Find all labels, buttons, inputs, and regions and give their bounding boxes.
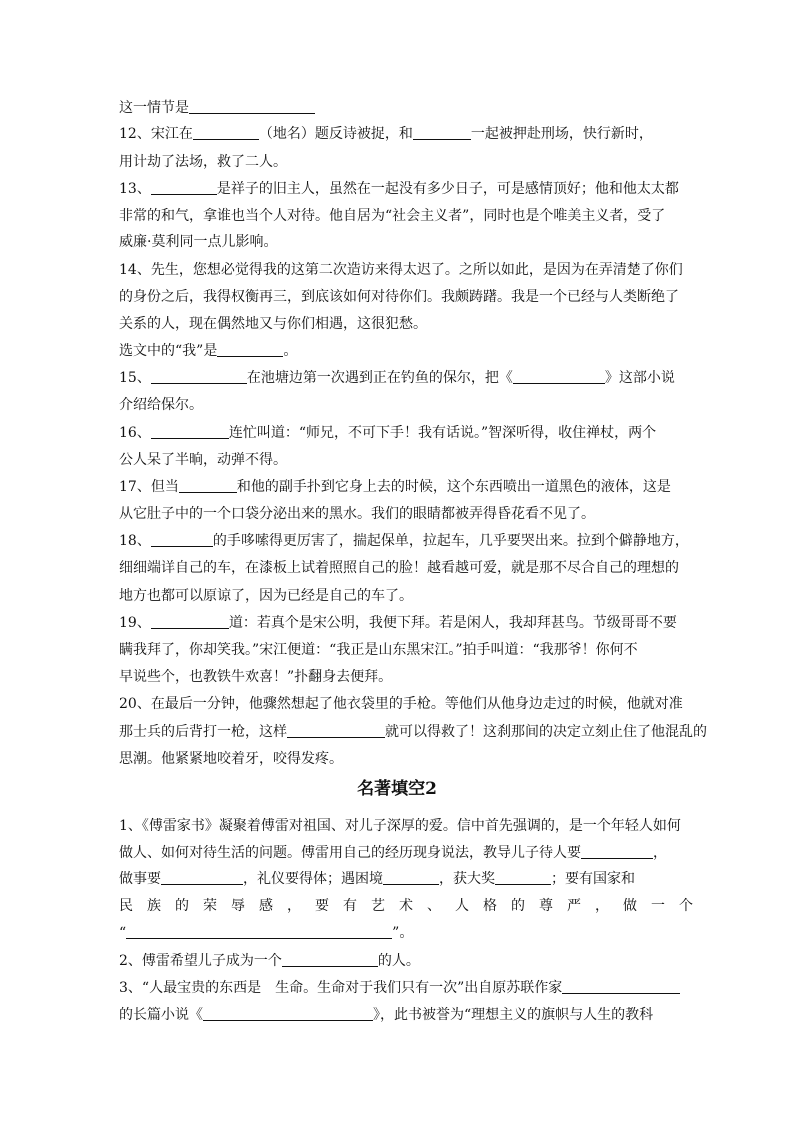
text-line: 做事要 ，礼仪要得体；遇困境 ，获大奖 ；要有国家和 <box>119 871 635 887</box>
answer-blank[interactable] <box>495 870 551 885</box>
question-12: 12、宋江在 （地名）题反诗被捉，和 一起被押赴刑场，快行新时， <box>119 126 653 142</box>
question-2-2: 2、傅雷希望儿子成为一个 的人。 <box>119 953 420 969</box>
question-14: 14、先生，您想必觉得我的这第二次造访来得太迟了。之所以如此，是因为在弄清楚了你们 <box>119 262 683 278</box>
answer-blank[interactable] <box>413 125 471 140</box>
text-line: 的身份之后，我得权衡再三，到底该如何对待你们。我颇踌躇。我是一个已经与人类断绝了 <box>119 289 679 305</box>
answer-blank[interactable] <box>151 369 247 384</box>
answer-blank[interactable] <box>282 952 378 967</box>
text-line: 地方也都可以原谅了，因为已经是自己的车了。 <box>119 588 413 604</box>
answer-blank[interactable] <box>179 478 237 493</box>
text-line: 选文中的“我”是 。 <box>119 343 298 359</box>
answer-blank[interactable] <box>151 424 229 439</box>
text-line: 做人、如何对待生活的问题。傅雷用自己的经历现身说法，教导儿子待人要 ， <box>119 845 667 861</box>
text-line: 公人呆了半晌，动弹不得。 <box>119 452 287 468</box>
question-2-1: 1、《傅雷家书》凝聚着傅雷对祖国、对儿子深厚的爱。信中首先强调的，是一个年轻人如何 <box>119 818 681 834</box>
text-line: 威廉·莫利同一点儿影响。 <box>119 234 278 250</box>
text-line: 的长篇小说《 》，此书被誉为“理想主义的旗帜与人生的教科 <box>119 1007 654 1023</box>
answer-blank[interactable] <box>581 844 653 859</box>
text-line: 瞒我拜了，你却笑我。”宋江便道：“我正是山东黑宋江。”拍手叫道：“我那爷！你何不 <box>119 642 638 658</box>
question-19: 19、 道：若真个是宋公明，我便下拜。若是闲人，我却拜甚鸟。节级哥哥不要 <box>119 615 677 631</box>
question-13: 13、 是祥子的旧主人，虽然在一起没有多少日子，可是感情顶好；他和他太太都 <box>119 181 679 197</box>
answer-blank[interactable] <box>126 924 392 939</box>
answer-blank[interactable] <box>217 342 283 357</box>
question-15: 15、 在池塘边第一次遇到正在钓鱼的保尔，把《 》这部小说 <box>119 370 675 386</box>
text-line: 细细端详自己的车，在漆板上试着照照自己的脸！越看越可爱，就是那不尽合自己的理想的 <box>119 560 679 576</box>
text-line: 思潮。他紧紧地咬着牙，咬得发疼。 <box>119 751 343 767</box>
answer-blank[interactable] <box>189 99 315 114</box>
section-heading: 名著填空2 <box>357 779 437 799</box>
text-line: 早说些个，也教铁牛欢喜！”扑翻身去便拜。 <box>119 669 393 685</box>
answer-blank[interactable] <box>287 723 385 738</box>
answer-blank[interactable] <box>193 125 259 140</box>
question-16: 16、 连忙叫道：“师兄，不可下手！我有话说。”智深听得，收住禅杖，两个 <box>119 425 657 441</box>
answer-blank[interactable] <box>151 614 229 629</box>
answer-blank[interactable] <box>151 180 217 195</box>
text-line: 那士兵的后背打一枪，这样 就可以得救了！这刹那间的决定立刻止住了他混乱的 <box>119 724 707 740</box>
text-line: 从它肚子中的一个口袋分泌出来的黑水。我们的眼睛都被弄得昏花看不见了。 <box>119 506 595 522</box>
question-20: 20、在最后一分钟，他骤然想起了他衣袋里的手枪。等他们从他身边走过的时候，他就对准 <box>119 696 683 712</box>
answer-blank[interactable] <box>161 870 243 885</box>
question-17: 17、但当 和他的副手扑到它身上去的时候，这个东西喷出一道黑色的液体，这是 <box>119 479 671 495</box>
question-2-3: 3、“人最宝贵的东西是 生命。生命对于我们只有一次”出自原苏联作家 <box>119 979 681 997</box>
text-line: 这一情节是 <box>119 99 681 117</box>
answer-blank[interactable] <box>562 979 680 994</box>
text-line: 用计劫了法场，救了二人。 <box>119 154 287 170</box>
text-line: 关系的人，现在偶然地又与你们相遇，这很犯愁。 <box>119 316 427 332</box>
answer-blank[interactable] <box>513 369 605 384</box>
text-line: 介绍给保尔。 <box>119 397 203 413</box>
answer-blank[interactable] <box>151 532 213 547</box>
text-line: “ ”。 <box>119 925 414 941</box>
text-line: 民族的荣辱感，要有艺术、人格的尊严，做一个 <box>119 898 707 914</box>
answer-blank[interactable] <box>203 1006 373 1021</box>
question-18: 18、 的手哆嗦得更厉害了，揣起保单，拉起车，几乎要哭出来。拉到个僻静地方， <box>119 533 689 549</box>
answer-blank[interactable] <box>383 870 439 885</box>
text-line: 非常的和气，拿谁也当个人对待。他自居为“社会主义者”，同时也是个唯美主义者，受了 <box>119 208 666 224</box>
